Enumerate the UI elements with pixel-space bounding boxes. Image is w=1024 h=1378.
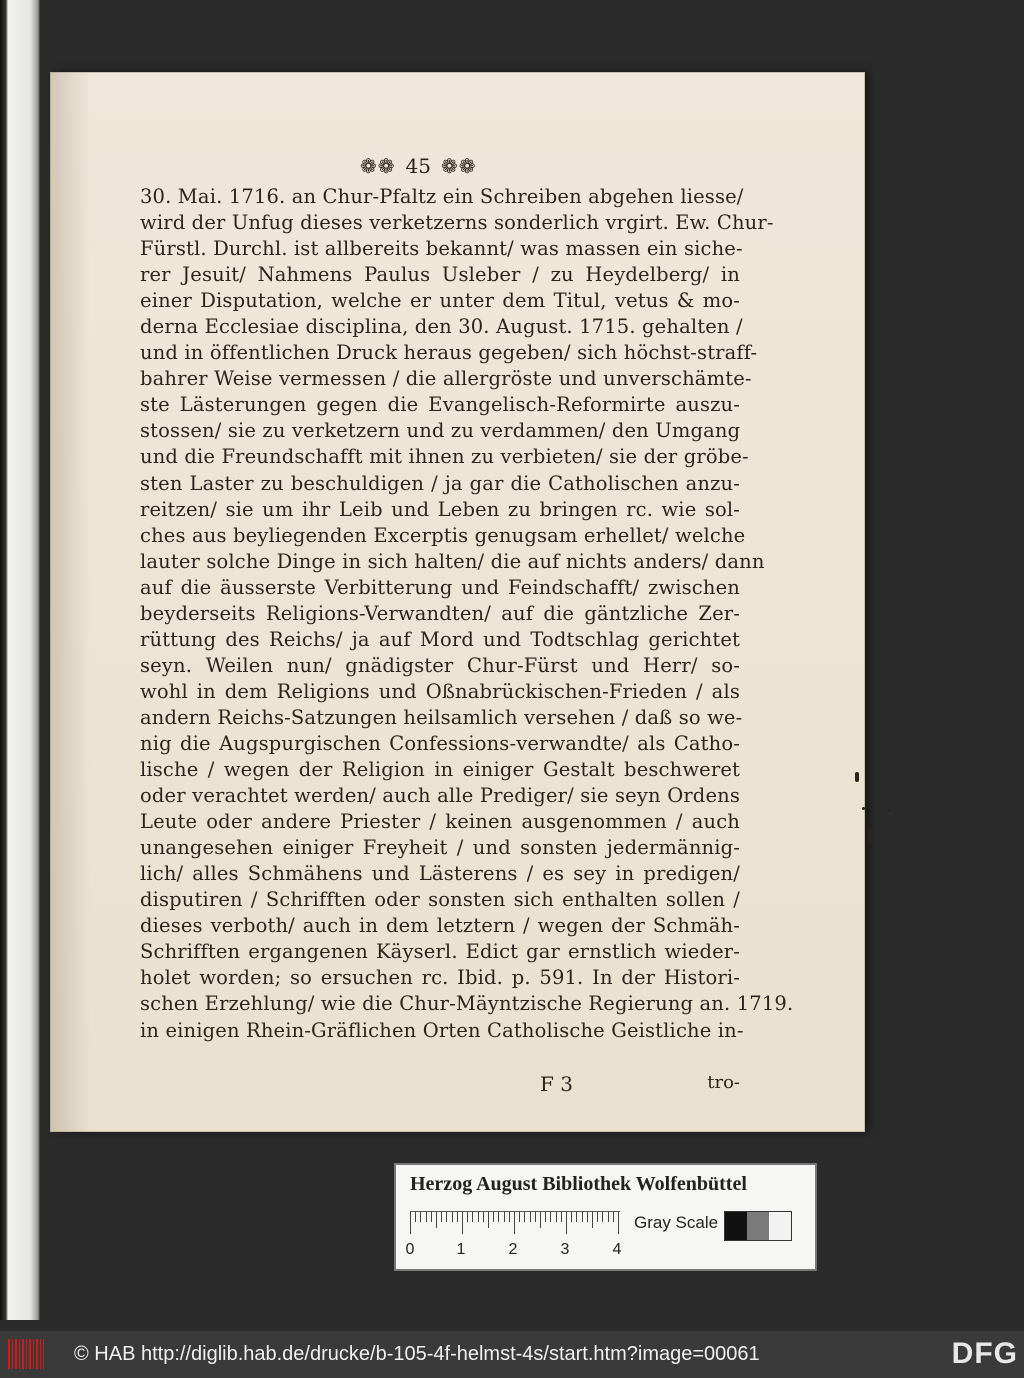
catchword: tro- [707, 1072, 740, 1093]
ruler-tick [582, 1212, 583, 1222]
text-line: oder verachtet werden/ auch alle Prediger/ sie seyn Ordens [140, 784, 740, 808]
text-line: ches aus beyliegenden Excerptis genugsam erhellet/ welche [140, 523, 746, 547]
scale-label: 1 [456, 1241, 466, 1258]
ruler-tick [467, 1212, 468, 1222]
text-line: dieses verboth/ auch in dem letztern / wegen der Schmäh- [140, 914, 740, 938]
body-text [140, 184, 794, 1044]
ruler-tick [420, 1212, 421, 1222]
text-line: wird der Unfug dieses verketzerns sonderlich vrgirt. Ew. Chur- [140, 211, 774, 235]
margin-dot [862, 807, 865, 810]
scale-label: 3 [560, 1241, 570, 1258]
ruler-tick [462, 1212, 463, 1234]
text-line: disputiren / Schrifften oder sonsten sich enthalten sollen / [140, 888, 740, 912]
text-line: Fürstl. Durchl. ist allbereits bekannt/ was massen ein siche- [140, 237, 743, 261]
gray-swatch [747, 1212, 769, 1240]
text-line: und die Freundschafft mit ihnen zu verbieten/ sie der gröbe- [140, 445, 749, 469]
ruler-tick [597, 1212, 598, 1222]
ruler-tick [587, 1212, 588, 1222]
ruler-tick [524, 1212, 525, 1222]
text-line: auf die äusserste Verbitterung und Feindschafft/ zwischen [140, 575, 740, 599]
viewer-footer [0, 1331, 1024, 1378]
ruler-tick [426, 1212, 427, 1222]
ruler-tick [535, 1212, 536, 1222]
signature-mark: F 3 [540, 1072, 573, 1096]
text-line: rüttung des Reichs/ ja auf Mord und Todtschlag gerichtet [140, 627, 740, 651]
ruler-tick [488, 1212, 489, 1228]
ruler-tick [457, 1212, 458, 1222]
ruler-tick [613, 1212, 614, 1222]
ruler-tick [571, 1212, 572, 1222]
text-line: seyn. Weilen nun/ gnädigster Chur-Fürst und Herr/ so- [140, 653, 740, 677]
ruler-tick [576, 1212, 577, 1222]
text-line: stossen/ sie zu verketzern und zu verdammen/ den Umgang [140, 419, 741, 443]
barcode-icon [8, 1339, 44, 1369]
ornament-left: ❁❁ [360, 154, 396, 178]
text-line: einer Disputation, welche er unter dem Titul, vetus & mo- [140, 289, 740, 313]
book-page [50, 72, 865, 1132]
page-number: 45 [405, 154, 431, 178]
ruler-tick [472, 1212, 473, 1222]
text-line: sten Laster zu beschuldigen / ja gar die Catholischen anzu- [140, 471, 740, 495]
gray-swatch [725, 1212, 747, 1240]
ruler-tick [493, 1212, 494, 1222]
text-line: ste Lästerungen gegen die Evangelisch-Reformirte auszu- [140, 393, 740, 417]
ruler-tick [602, 1212, 603, 1222]
scan-left-edge [0, 0, 40, 1320]
ruler-tick [514, 1212, 515, 1234]
text-line: schen Erzehlung/ wie die Chur-Mäyntzische Regierung an. 1719. [140, 992, 794, 1016]
text-line: lauter solche Dinge in sich halten/ die auf nichts anders/ dann [140, 549, 765, 573]
text-line: und in öffentlichen Druck heraus gegeben/ sich höchst-straff- [140, 341, 758, 365]
page-header [360, 152, 660, 180]
ruler-tick [446, 1212, 447, 1222]
ruler-tick [592, 1212, 593, 1228]
text-line: wohl in dem Religions und Oßnabrückischen-Frieden / als [140, 679, 740, 703]
ruler-tick [452, 1212, 453, 1222]
text-line: lische / wegen der Religion in einiger Gestalt beschweret [140, 758, 740, 782]
scale-label: 2 [508, 1241, 518, 1258]
ruler-tick [415, 1212, 416, 1222]
text-line: beyderseits Religions-Verwandten/ auf die gäntzliche Zer- [140, 601, 740, 625]
ruler-tick [519, 1212, 520, 1222]
ruler-tick [436, 1212, 437, 1228]
text-line: reitzen/ sie um ihr Leib und Leben zu bringen rc. wie sol- [140, 497, 740, 521]
text-line: bahrer Weise vermessen / die allergröste und unverschämte- [140, 367, 752, 391]
color-calibration-bar [394, 1163, 817, 1271]
ruler-tick [483, 1212, 484, 1222]
ruler-tick [608, 1212, 609, 1222]
ruler-tick [441, 1212, 442, 1222]
text-line: unangesehen einiger Freyheit / und sonsten jedermännig- [140, 836, 740, 860]
text-line: derna Ecclesiae disciplina, den 30. August. 1715. gehalten / [140, 315, 743, 339]
gutter-shade [50, 72, 90, 1132]
page-footer [140, 1072, 740, 1100]
text-line: rer Jesuit/ Nahmens Paulus Usleber / zu Heydelberg/ in [140, 263, 740, 287]
margin-mark [855, 772, 859, 782]
ruler-tick [556, 1212, 557, 1222]
text-line: nig die Augspurgischen Confessions-verwandte/ als Catho- [140, 731, 740, 755]
scale-label: 4 [612, 1241, 622, 1258]
ruler-tick [530, 1212, 531, 1222]
ruler-tick [561, 1212, 562, 1222]
text-line: holet worden; so ersuchen rc. Ibid. p. 591. In der Histori- [140, 966, 740, 990]
ornament-right: ❁❁ [440, 154, 477, 178]
text-line: Schrifften ergangenen Käyserl. Edict gar ernstlich wieder- [140, 940, 740, 964]
text-line: andern Reichs-Satzungen heilsamlich versehen / daß so we- [140, 705, 743, 729]
ruler-tick [618, 1212, 619, 1234]
copyright-url[interactable]: © HAB http://diglib.hab.de/drucke/b-105-4f-helmst-4s/start.htm?image=00061 [74, 1343, 760, 1365]
ruler-tick [504, 1212, 505, 1222]
ruler-tick [431, 1212, 432, 1222]
margin-mark [868, 830, 872, 842]
ruler-tick [478, 1212, 479, 1222]
gray-scale-label: Gray Scale [634, 1213, 719, 1232]
ruler-tick [498, 1212, 499, 1222]
ruler-tick [545, 1212, 546, 1222]
dfg-logo: DFG [951, 1337, 1018, 1370]
text-line: lich/ alles Schmähens und Lästerens / es sey in predigen/ [140, 862, 740, 886]
ruler-tick [540, 1212, 541, 1228]
ruler-tick [550, 1212, 551, 1222]
ruler-tick [509, 1212, 510, 1222]
ruler-tick [566, 1212, 567, 1234]
scale-ruler [410, 1211, 620, 1234]
margin-dot [888, 809, 891, 812]
gray-swatch [769, 1212, 791, 1240]
ruler-tick [410, 1212, 411, 1234]
text-line: in einigen Rhein-Gräflichen Orten Catholische Geistliche in- [140, 1018, 744, 1042]
text-line: Leute oder andere Priester / keinen ausgenommen / auch [140, 810, 740, 834]
text-line: 30. Mai. 1716. an Chur-Pfaltz ein Schreiben abgehen liesse/ [140, 185, 744, 208]
gray-scale-swatches [724, 1211, 792, 1241]
scale-label: 0 [405, 1241, 415, 1258]
library-title: Herzog August Bibliothek Wolfenbüttel [410, 1173, 747, 1195]
